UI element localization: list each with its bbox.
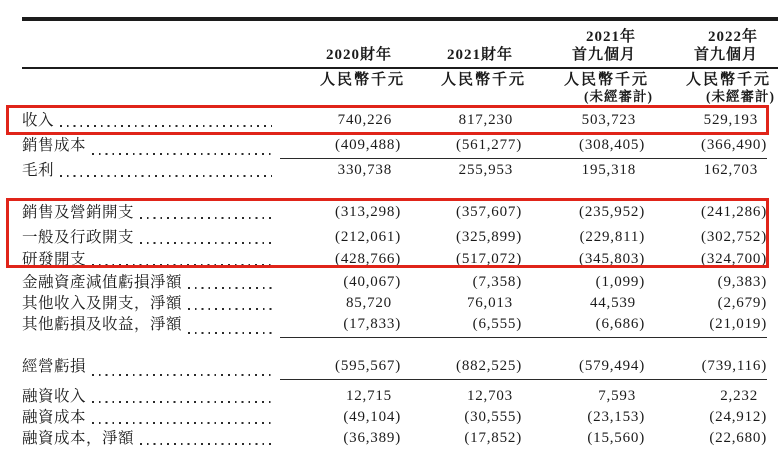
row-value: (302,752) <box>701 229 767 245</box>
row-value-cell <box>280 202 401 223</box>
row-value: (739,116) <box>645 356 767 380</box>
row-value-cell <box>645 249 767 270</box>
row-value-cell <box>645 386 767 407</box>
table-row <box>22 293 767 314</box>
row-value: (235,952) <box>579 204 645 220</box>
currency-unit-label: 人民幣千元 <box>319 72 405 88</box>
row-value: (17,833) <box>280 314 401 338</box>
leader-dots <box>92 401 272 403</box>
row-label: 研發開支 <box>22 251 87 268</box>
leader-dots <box>60 125 272 127</box>
row-value-cell <box>280 160 401 181</box>
row-value: (30,555) <box>464 409 522 425</box>
row-value: (428,766) <box>335 251 401 267</box>
table-row <box>22 314 767 335</box>
row-value-cell <box>522 227 645 248</box>
row-value: (345,803) <box>579 251 645 267</box>
row-label-cell <box>22 407 280 428</box>
row-value: 330,738 <box>337 162 392 178</box>
table-row <box>22 202 767 223</box>
table-row <box>22 160 767 181</box>
row-label: 融資成本，淨額 <box>22 430 135 447</box>
leader-dots <box>60 175 272 177</box>
row-value-cell <box>401 227 522 248</box>
row-value: (7,358) <box>472 274 522 290</box>
table-rows <box>22 110 767 449</box>
row-label: 金融資產減值虧損淨額 <box>22 274 183 291</box>
row-value-cell <box>280 356 401 380</box>
table-row <box>22 110 767 131</box>
row-value: (23,153) <box>587 409 645 425</box>
table-row <box>22 135 767 156</box>
row-value-cell <box>645 227 767 248</box>
column-unit-header <box>522 71 653 104</box>
row-label: 經營虧損 <box>22 358 87 375</box>
row-value: (6,686) <box>522 314 645 338</box>
table-row <box>22 428 767 449</box>
currency-unit-label: 人民幣千元 <box>685 72 771 88</box>
column-header-text: 首九個月 <box>571 47 636 63</box>
row-value-cell <box>645 202 767 223</box>
row-label-cell <box>22 356 280 380</box>
row-label-cell <box>22 272 280 293</box>
row-value-cell <box>522 293 645 314</box>
row-value: (2,679) <box>717 295 767 311</box>
column-unit-header <box>401 71 526 104</box>
row-label: 銷售及營銷開支 <box>22 204 135 221</box>
row-label: 毛利 <box>22 162 55 179</box>
row-value: 44,539 <box>589 295 636 311</box>
row-value-cell <box>522 160 645 181</box>
row-value-cell <box>401 356 522 380</box>
column-header <box>401 26 522 64</box>
row-value-cell <box>280 272 401 293</box>
row-value: 195,318 <box>581 162 636 178</box>
row-value-cell <box>280 110 401 131</box>
row-label: 融資成本 <box>22 409 87 426</box>
row-value: (212,061) <box>335 229 401 245</box>
column-header-text: 首九個月 <box>693 47 758 63</box>
row-value-cell <box>522 202 645 223</box>
row-value: (561,277) <box>401 135 522 159</box>
row-label-cell <box>22 314 280 338</box>
currency-unit-label: 人民幣千元 <box>440 72 526 88</box>
table-row <box>22 386 767 407</box>
row-value-cell <box>645 135 767 159</box>
row-value: (229,811) <box>579 229 645 245</box>
column-header-text: 2021年 <box>585 29 636 45</box>
row-value: (366,490) <box>645 135 767 159</box>
row-label-cell <box>22 227 280 248</box>
row-value: 2,232 <box>720 388 758 404</box>
row-value-cell <box>280 314 401 338</box>
header-divider-rule <box>22 67 778 69</box>
row-value: (325,899) <box>456 229 522 245</box>
row-label: 其他收入及開支，淨額 <box>22 295 183 312</box>
leader-dots <box>140 443 272 445</box>
row-value-cell <box>280 249 401 270</box>
row-value-cell <box>645 110 767 131</box>
unaudited-note: (未經審計) <box>584 89 653 104</box>
row-value-cell <box>522 272 645 293</box>
row-value-cell <box>401 386 522 407</box>
row-value: (313,298) <box>335 204 401 220</box>
leader-dots <box>188 332 272 334</box>
row-label-cell <box>22 135 280 159</box>
leader-dots <box>188 287 272 289</box>
column-header-text: 2022年 <box>707 29 758 45</box>
row-value: 12,703 <box>466 388 513 404</box>
row-value: 529,193 <box>703 112 758 128</box>
column-header-text: 2021財年 <box>446 47 513 63</box>
table-unit-headers <box>280 71 775 104</box>
row-label: 銷售成本 <box>22 137 87 154</box>
row-value-cell <box>522 249 645 270</box>
table-row <box>22 272 767 293</box>
row-value: (36,389) <box>343 430 401 446</box>
table-row <box>22 407 767 428</box>
row-value-cell <box>522 356 645 380</box>
leader-dots <box>92 422 272 424</box>
leader-dots <box>188 308 272 310</box>
row-value-cell <box>401 314 522 338</box>
table-row <box>22 356 767 377</box>
row-value: 7,593 <box>598 388 636 404</box>
row-value: 503,723 <box>581 112 636 128</box>
highlight-box-expenses <box>22 202 767 270</box>
row-label-cell <box>22 202 280 223</box>
column-header <box>645 26 767 64</box>
row-value-cell <box>280 386 401 407</box>
row-label-cell <box>22 110 280 131</box>
row-value-cell <box>401 428 522 449</box>
row-value: (49,104) <box>343 409 401 425</box>
row-label: 其他虧損及收益，淨額 <box>22 316 183 333</box>
row-value-cell <box>645 314 767 338</box>
currency-unit-label: 人民幣千元 <box>563 72 649 88</box>
row-value: (579,494) <box>522 356 645 380</box>
row-value-cell <box>280 227 401 248</box>
row-value-cell <box>401 160 522 181</box>
row-value-cell <box>401 202 522 223</box>
row-label-cell <box>22 293 280 314</box>
row-value: (24,912) <box>709 409 767 425</box>
row-value: (6,555) <box>401 314 522 338</box>
row-value-cell <box>280 293 401 314</box>
row-value-cell <box>645 428 767 449</box>
table-row <box>22 227 767 248</box>
row-value-cell <box>522 135 645 159</box>
row-label: 一般及行政開支 <box>22 229 135 246</box>
row-value-cell <box>522 110 645 131</box>
row-value: 12,715 <box>345 388 392 404</box>
row-value-cell <box>280 428 401 449</box>
column-unit-header <box>280 71 405 104</box>
row-value-cell <box>645 407 767 428</box>
leader-dots <box>92 153 272 155</box>
row-value: (409,488) <box>280 135 401 159</box>
row-label-cell <box>22 428 280 449</box>
row-value: (324,700) <box>701 251 767 267</box>
row-value-cell <box>522 314 645 338</box>
row-value-cell <box>645 160 767 181</box>
row-value-cell <box>401 135 522 159</box>
row-value-cell <box>280 407 401 428</box>
table-top-rule <box>22 17 778 21</box>
row-value: (308,405) <box>522 135 645 159</box>
row-value-cell <box>401 272 522 293</box>
row-value: 162,703 <box>703 162 758 178</box>
row-value-cell <box>401 407 522 428</box>
column-unit-header <box>645 71 775 104</box>
row-value-cell <box>522 428 645 449</box>
row-label-cell <box>22 160 280 181</box>
row-value-cell <box>522 407 645 428</box>
row-value: (882,525) <box>401 356 522 380</box>
row-value-cell <box>401 249 522 270</box>
table-row <box>22 249 767 270</box>
row-value: (40,067) <box>343 274 401 290</box>
highlight-box-revenue <box>22 110 767 131</box>
row-value: (15,560) <box>587 430 645 446</box>
row-value: 76,013 <box>466 295 513 311</box>
row-value-cell <box>645 272 767 293</box>
row-value: (9,383) <box>717 274 767 290</box>
row-value: 255,953 <box>458 162 513 178</box>
leader-dots <box>92 374 272 376</box>
row-value-cell <box>401 110 522 131</box>
row-value-cell <box>401 293 522 314</box>
row-value-cell <box>522 386 645 407</box>
row-value-cell <box>645 293 767 314</box>
row-value-cell <box>280 135 401 159</box>
row-label: 融資收入 <box>22 388 87 405</box>
row-value: (1,099) <box>595 274 645 290</box>
row-value: 85,720 <box>345 295 392 311</box>
row-value: (595,567) <box>280 356 401 380</box>
row-value: 740,226 <box>337 112 392 128</box>
row-value: (21,019) <box>645 314 767 338</box>
row-value: (517,072) <box>456 251 522 267</box>
table-column-headers <box>280 26 767 64</box>
row-label-cell <box>22 386 280 407</box>
column-header-text: 2020財年 <box>325 47 392 63</box>
row-value: 817,230 <box>458 112 513 128</box>
row-value: (241,286) <box>701 204 767 220</box>
row-value-cell <box>645 356 767 380</box>
column-header <box>280 26 401 64</box>
unaudited-note: (未經審計) <box>706 89 775 104</box>
row-value: (17,852) <box>464 430 522 446</box>
leader-dots <box>140 242 272 244</box>
column-header <box>522 26 645 64</box>
leader-dots <box>92 264 272 266</box>
row-value: (22,680) <box>709 430 767 446</box>
row-label-cell <box>22 249 280 270</box>
row-value: (357,607) <box>456 204 522 220</box>
leader-dots <box>140 217 272 219</box>
row-label: 收入 <box>22 112 55 129</box>
